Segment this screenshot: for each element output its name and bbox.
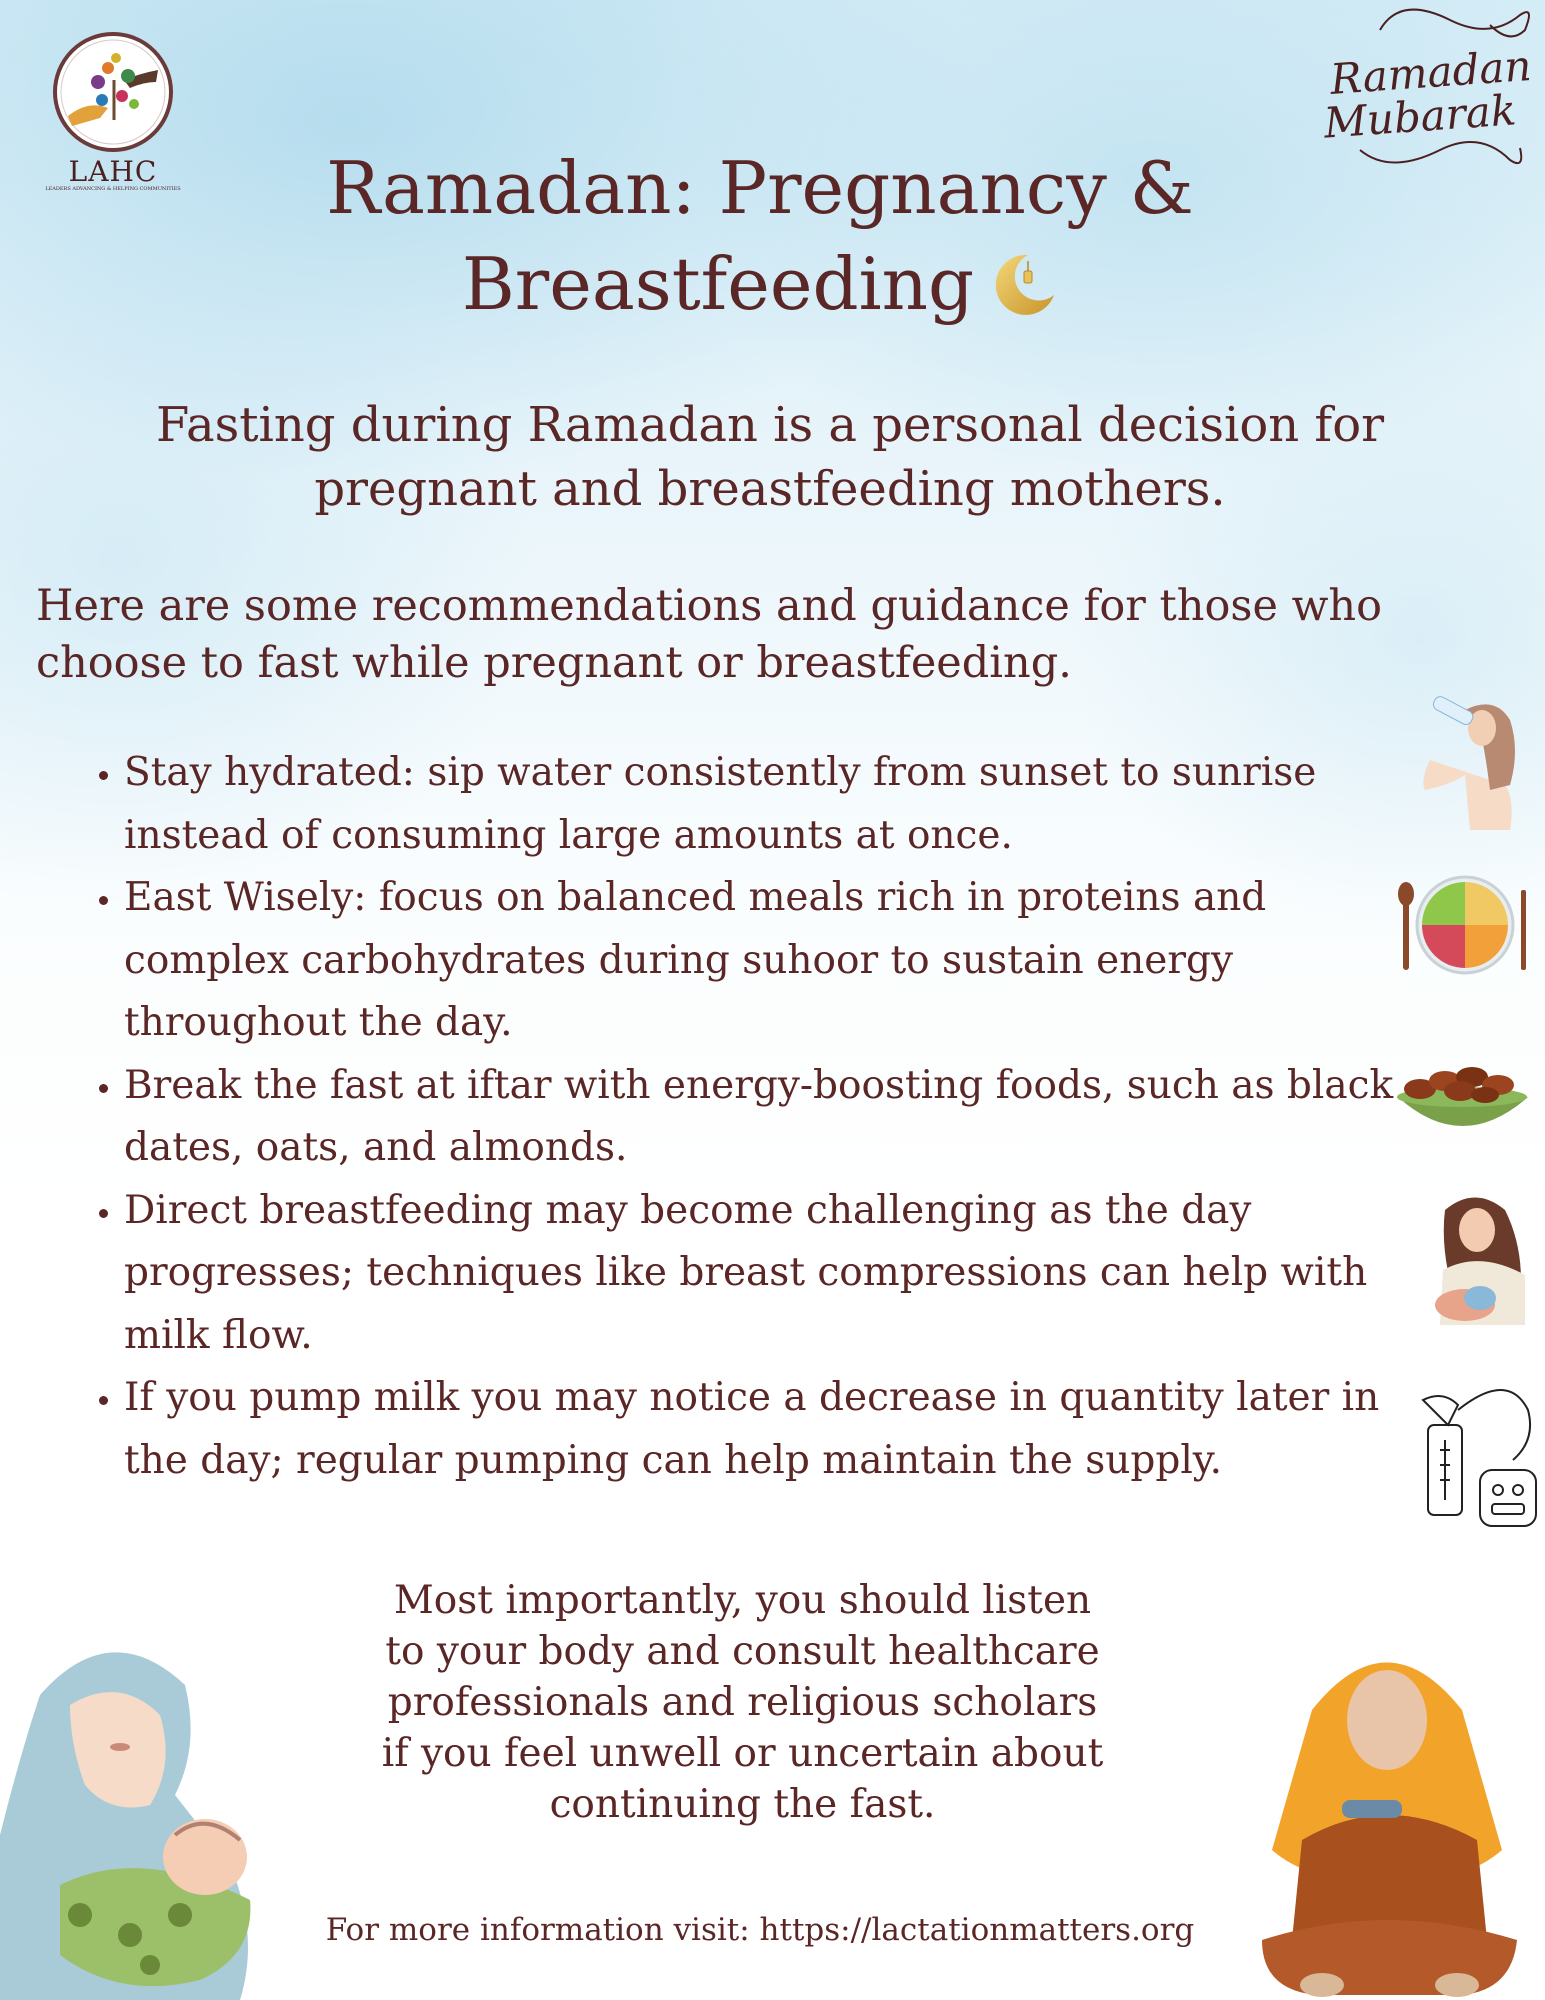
- tip-item: • Direct breastfeeding may become challenging as the day progresses; techniques like breast compressions can help with milk flow.: [124, 1180, 1394, 1368]
- badge-line-2: Mubarak: [1322, 85, 1518, 148]
- woman-drinking-water-icon: [1410, 690, 1525, 830]
- tip-item: • If you pump milk you may notice a decrease in quantity later in the day; regular pumping can help maintain the supply.: [124, 1367, 1394, 1492]
- logo-subtext: LEADERS ADVANCING & HELPING COMMUNITIES: [45, 186, 181, 192]
- breast-pump-icon: [1418, 1380, 1543, 1530]
- mother-in-hijab-holding-baby-icon: [0, 1635, 265, 2000]
- tip-item: • Stay hydrated: sip water consistently from sunset to sunrise instead of consuming large amounts at once.: [124, 742, 1394, 867]
- intro-text: Fasting during Ramadan is a personal decision for pregnant and breastfeeding mothers.: [155, 397, 1385, 517]
- tip-item: • Break the fast at iftar with energy-boosting foods, such as black dates, oats, and almonds.: [124, 1055, 1394, 1180]
- closing-text: Most importantly, you should listen to your body and consult healthcare professionals and religious scholars if you feel unwell or uncertain about continuing the fast.: [381, 1578, 1104, 1827]
- bowl-of-dates-icon: [1390, 1055, 1535, 1145]
- mother-breastfeeding-icon: [1425, 1190, 1535, 1340]
- tips-list: [80, 742, 1394, 1492]
- guidance-text: Here are some recommendations and guidance for those who choose to fast while pregnant or breastfeeding.: [36, 581, 1382, 688]
- badge-line-1: Ramadan: [1328, 40, 1533, 104]
- page-title: [230, 140, 1290, 332]
- crescent-moon-icon: [988, 247, 1058, 317]
- balanced-meal-plate-icon: [1395, 870, 1535, 980]
- pregnant-woman-sitting-icon: [1262, 1640, 1517, 2000]
- title-line-1: Ramadan: Pregnancy &: [326, 146, 1194, 230]
- tip-item: • East Wisely: focus on balanced meals rich in proteins and complex carbohydrates during suhoor to sustain energy throughout the day.: [124, 867, 1394, 1055]
- title-line-2: Breastfeeding: [461, 242, 975, 326]
- more-info-link[interactable]: For more information visit: https://lactationmatters.org: [325, 1912, 1195, 1948]
- logo-text: LAHC: [68, 155, 158, 188]
